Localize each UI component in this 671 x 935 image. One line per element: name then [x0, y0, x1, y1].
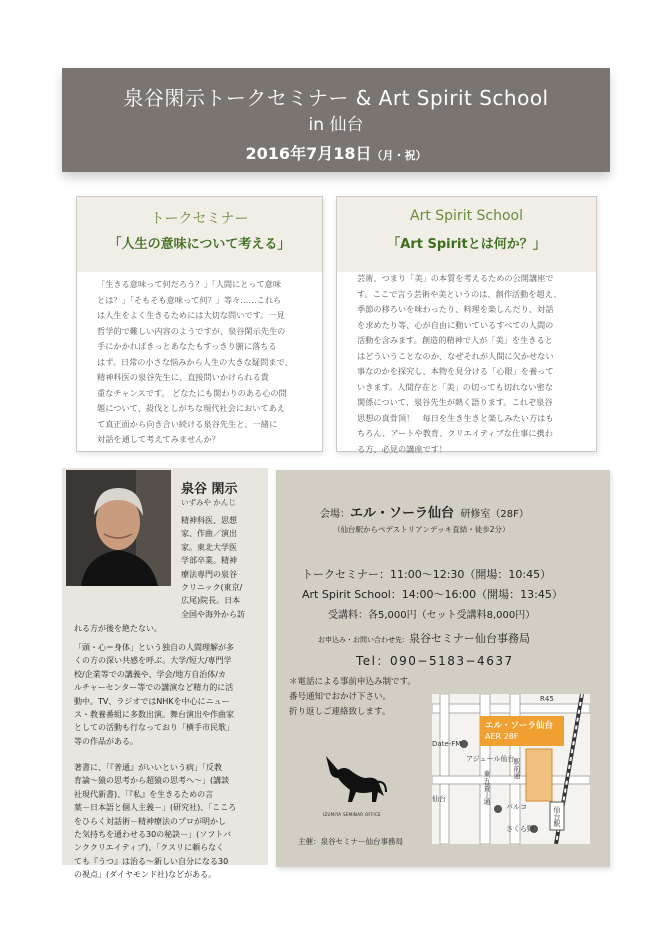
map-venue-name: エル・ソーラ仙台 [485, 721, 554, 731]
profile-side-line: 精神科医、思想 [181, 516, 237, 525]
art-time: Art Spirit School：14:00～16:00（開場：13:45） [302, 588, 563, 601]
art-text-line: いきます。人間存在と「美」の切っても切れない密な [357, 381, 553, 392]
talk-text-line: はず。日常の小さな悩みから人生の大きな疑問まで、 [97, 356, 293, 367]
profile-bio-books [74, 761, 264, 882]
art-description [357, 271, 589, 457]
profile-side-line: 全国や海外から訪 [181, 609, 245, 619]
art-text-line: ちろん、アートや教育、クリエイティブな仕事に携わ [357, 428, 553, 438]
talk-text-line: 手にかかればきっとあなたもすっきり腑に落ちる [97, 341, 277, 351]
unicorn-icon [316, 752, 388, 810]
map-label-sakurano: さくら野 [506, 825, 534, 833]
profile-activity-line: 等の作品がある。 [74, 736, 138, 746]
art-heading: Art Spirit School [410, 208, 523, 224]
map-label-sendai-station: 仙台駅 [553, 806, 561, 827]
profile-side-line: 家。東北大学医 [181, 542, 237, 552]
note-1: ＊電話による事前申込み制です。 [289, 677, 416, 687]
profile-activity-line: 「頭・心＝身体」という独自の人間理解が多 [74, 643, 234, 652]
logo-text: IZUMIYA SEMINAR OFFICE [323, 812, 381, 817]
talk-text-line: 対話を通して考えてみませんか？ [97, 434, 220, 444]
profile-activity-line: 校/企業等での講義や、学会/地方自治体/カ [74, 669, 226, 679]
event-title: 泉谷閑示トークセミナー & Art Spirit School [123, 86, 549, 110]
art-text-line: 関係について、泉谷先生が熱く語ります。これぞ泉谷 [357, 397, 553, 407]
profile-activity-line: 動中。TV、ラジオではNHKを中心にニュー [74, 696, 230, 706]
profile-bio-tail: れる方が後を絶たない。 [74, 624, 162, 633]
profile-side-line: 家、作曲／演出 [181, 529, 237, 539]
person-photo-icon [66, 470, 171, 586]
venue-access: （仙台駅からペデストリアンデッキ直結・徒歩2分） [333, 525, 510, 534]
talk-text-line: 重なチャンスです。 どなたにも関わりのある心の問 [97, 387, 287, 398]
profile-books-line: 著書に、「『普通』がいいという病」「反教 [74, 763, 222, 772]
map-label-sendai: 仙台 [432, 795, 446, 803]
organizer: 主催：泉谷セミナー仙台事務局 [298, 837, 403, 846]
profile-activity-line: ス・教養番組に多数出演。舞台演出や作曲家 [74, 710, 234, 720]
contact-tel: Tel：090−5183−4637 [356, 654, 514, 668]
profile-books-line: ンククリエイティブ)、「クスリに頼らなく [74, 843, 225, 853]
talk-text-line: 哲学的で難しい内容のようですが、泉谷閑示先生の [97, 325, 286, 336]
map-label-higashigobancho: 東五番丁通 [483, 770, 491, 805]
fee: 受講料：各5,000円（セット受講料8,000円） [328, 610, 536, 621]
talk-text-line: て真正面から向き合い続ける泉谷先生と、一緒に [97, 418, 278, 429]
map-venue-floor: AER 28F [485, 732, 519, 741]
profile-bio-side [181, 514, 265, 621]
profile-books-line: ても『うつ』は治る～新しい自分になる30 [74, 856, 229, 866]
profile-name: 泉谷 閑示 [181, 482, 238, 497]
talk-seminar-box [76, 196, 323, 452]
talk-text-line: は人生をよく生きるためには大切な問いです。一見 [97, 310, 285, 320]
profile-side-line: クリニック(東京/ [181, 583, 243, 593]
profile-activity-line: くの方の深い共感を呼ぶ。大学/短大/専門学 [74, 656, 232, 666]
profile-side-line: 療法専門の泉谷 [181, 569, 237, 579]
art-text-line: 季節の移ろいを味わったり、料理を楽しんだり、対話 [357, 304, 554, 314]
talk-text-line: とは？」「そもそも意味って何？」等々……これら [97, 294, 282, 305]
talk-subtitle: 「人生の意味について考える」 [108, 237, 291, 252]
profile-books-line: をひらく対話術－精神療法のプロが明かし [74, 816, 226, 826]
art-text-line: 芸術、つまり「美」の本質を考えるための公開講座で [357, 273, 554, 283]
art-text-line: 思想の真骨頂！ 毎日を生き生きと楽しみたい方はも [357, 412, 554, 423]
profile-side-line: 広尾)院長。日本 [181, 596, 241, 606]
note-2: 番号通知でおかけ下さい。 [289, 692, 392, 702]
event-location: in 仙台 [308, 115, 364, 135]
talk-heading: トークセミナー [150, 211, 249, 227]
art-text-line: す。ここで言う芸術や美というのは、創作活動を超え、 [357, 288, 562, 299]
contact-name: 泉谷セミナー仙台事務局 [409, 632, 530, 645]
talk-text-line: 題について、殺伐としがちな現代社会においてあえ [97, 403, 285, 413]
unicorn-logo [316, 752, 388, 824]
profile-books-line: た気持ちを通わせる30の秘訣－」(ソフトバ [74, 830, 232, 840]
art-text-line: を求めたり等、心が自由に動いているすべての人間の [357, 319, 554, 330]
note-3: 折り返しご連絡致します。 [289, 707, 391, 717]
map-label-parco: パルコ [506, 803, 527, 811]
talk-time: トークセミナー：11:00～12:30（開場：10:45） [302, 568, 552, 581]
venue-name: エル・ソーラ仙台 [350, 506, 455, 521]
profile-books-line: 育論～猿の思考から超猿の思考へ～」(講談 [74, 776, 230, 786]
art-subtitle: 「Art Spiritとは何か？」 [387, 237, 546, 252]
art-text-line: はどういうことなのか、なぜそれが人間に欠かせない [357, 350, 554, 361]
event-date: 2016年7月18日（月・祝） [245, 144, 427, 163]
art-spirit-box [336, 196, 597, 452]
map-venue-box [480, 716, 564, 746]
art-text-line: る方、必見の講座です！ [357, 443, 448, 454]
map-label-datefm: Date-FM [432, 740, 462, 748]
talk-text-line: 精神科医の泉谷先生に、直接問いかけられる貴 [97, 372, 269, 382]
map-label-ekimae: 駅前通 [513, 758, 521, 779]
profile-side-line: 学部卒業。精神 [181, 556, 237, 566]
art-text-line: 活動を含みます。創造的精神で人が「美」を生きると [357, 335, 553, 345]
event-header [62, 68, 610, 172]
venue-line: 会場：エル・ソーラ仙台 研修室（28F） [320, 506, 529, 521]
profile-activity-line: ルチャーセンター等での講演など精力的に活 [74, 683, 234, 693]
art-text-line: 事なのかを探究し、本物を見分ける「心眼」を養って [357, 366, 554, 376]
contact-line: お申込み・お問い合わせ先：泉谷セミナー仙台事務局 [318, 632, 530, 645]
profile-books-line: 葉－日本語と個人主義－」(研究社)、「こころ [74, 803, 237, 813]
profile-activity-line: としての活動も行なっており「横手市民歌」 [74, 723, 234, 733]
profile-books-line: 社現代新書)、「『私』を生きるための言 [74, 789, 214, 799]
access-map [432, 694, 590, 844]
talk-description [97, 277, 309, 448]
profile-books-line: の視点」(ダイヤモンド社)などがある。 [74, 870, 217, 880]
profile-photo [66, 470, 171, 586]
talk-text-line: 「生きる意味って何だろう？」「人間にとって意味 [97, 279, 282, 289]
map-label-r45: R45 [540, 695, 554, 703]
profile-bio-activity [74, 641, 264, 748]
profile-name-kana: いずみや かんじ [181, 498, 236, 507]
map-label-ajeru: アジェール仙台 [466, 755, 515, 763]
